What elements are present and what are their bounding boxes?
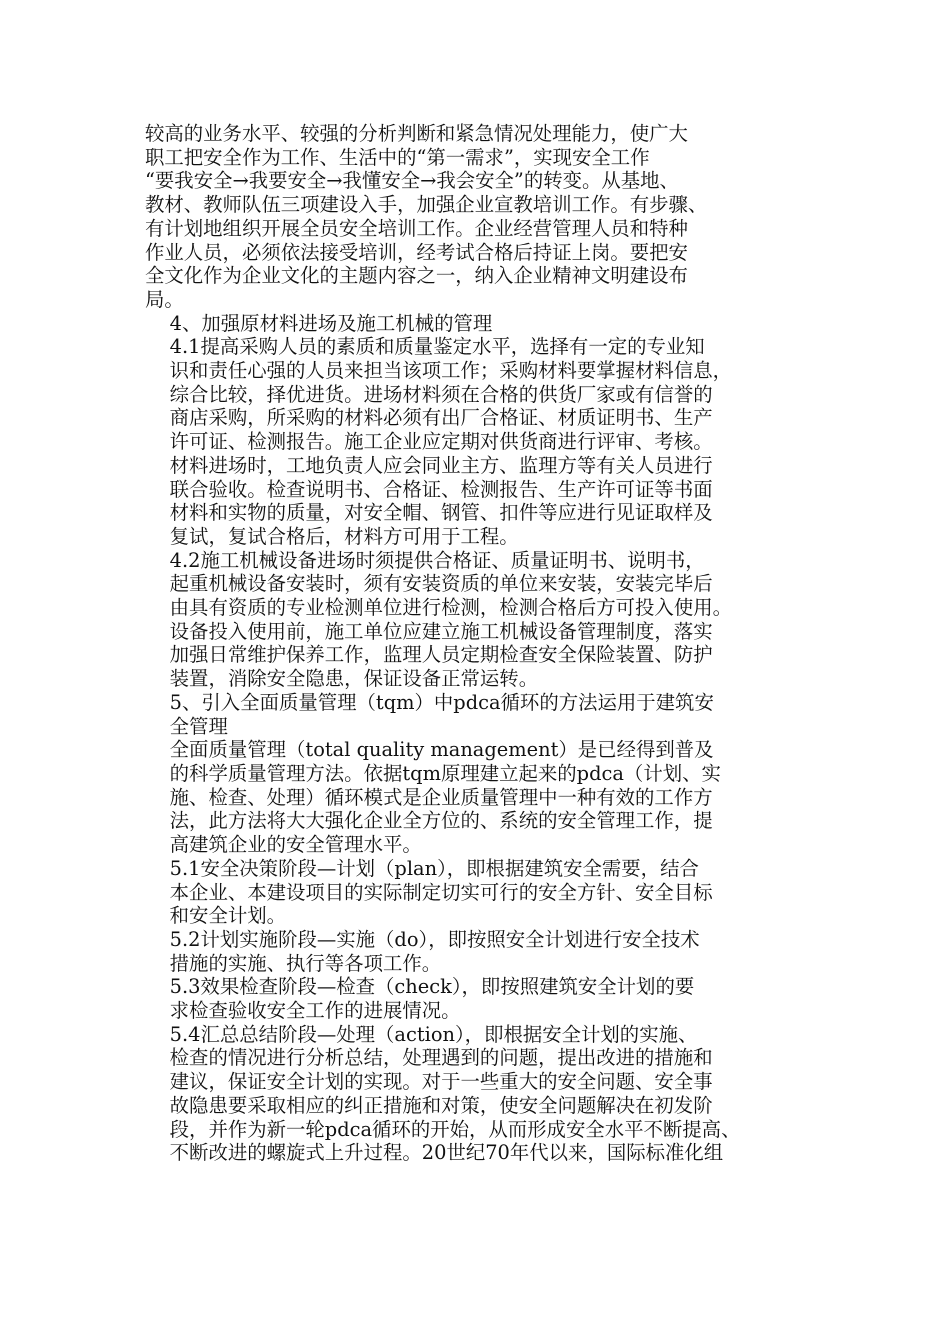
paragraph (145, 691, 795, 738)
text-line: 求检查验收安全工作的进展情况。 (169, 999, 461, 1023)
text-line: 加强日常维护保养工作，监理人员定期检查安全保险装置、防护 (169, 643, 713, 667)
text-line: 全面质量管理（total quality management）是已经得到普及 (169, 738, 714, 762)
text-line: 联合验收。检查说明书、合格证、检测报告、生产许可证等书面 (169, 477, 713, 501)
text-line: 识和责任心强的人员来担当该项工作；采购材料要掌握材料信息， (169, 359, 732, 383)
text-line: 全文化作为企业文化的主题内容之一，纳入企业精神文明建设布 (145, 264, 688, 288)
text-line: 职工把安全作为工作、生活中的“第一需求”，实现安全工作 (145, 145, 650, 169)
text-line: 和安全计划。 (169, 904, 287, 928)
text-line: 局。 (145, 287, 184, 311)
text-line: 4.1提高采购人员的素质和质量鉴定水平，选择有一定的专业知 (169, 335, 705, 359)
text-line: 许可证、检测报告。施工企业应定期对供货商进行评审、考核。 (169, 430, 713, 454)
text-line: 4、加强原材料进场及施工机械的管理 (169, 311, 493, 335)
text-line: 4.2施工机械设备进场时须提供合格证、质量证明书、说明书， (169, 548, 705, 572)
paragraph (145, 857, 795, 928)
text-line: 本企业、本建设项目的实际制定切实可行的安全方针、安全目标 (169, 880, 713, 904)
text-line: 5、引入全面质量管理（tqm）中pdca循环的方法运用于建筑安 (169, 690, 714, 714)
text-line: 措施的实施、执行等各项工作。 (169, 951, 442, 975)
text-line: 有计划地组织开展全员安全培训工作。企业经营管理人员和特种 (145, 216, 688, 240)
text-line: 5.4汇总总结阶段—处理（action），即根据安全计划的实施、 (169, 1022, 698, 1046)
text-line: 教材、教师队伍三项建设入手，加强企业宣教培训工作。有步骤、 (145, 193, 708, 217)
paragraph (145, 1023, 795, 1165)
text-line: 装置，消除安全隐患，保证设备正常运转。 (169, 667, 539, 691)
paragraph (145, 928, 795, 975)
text-line: 5.3效果检查阶段—检查（check），即按照建筑安全计划的要 (169, 975, 695, 999)
text-line: 材料和实物的质量，对安全帽、钢管、扣件等应进行见证取样及 (169, 501, 713, 525)
text-line: 综合比较，择优进货。进场材料须在合格的供货厂家或有信誉的 (169, 382, 713, 406)
text-line: 的科学质量管理方法。依据tqm原理建立起来的pdca（计划、实 (169, 761, 721, 785)
paragraph (145, 738, 795, 857)
paragraph (145, 975, 795, 1022)
text-line: 高建筑企业的安全管理水平。 (169, 833, 422, 857)
paragraph (145, 312, 795, 336)
text-line: 5.1安全决策阶段—计划（plan），即根据建筑安全需要，结合 (169, 856, 699, 880)
text-line: 故隐患要采取相应的纠正措施和对策，使安全问题解决在初发阶 (169, 1093, 713, 1117)
text-line: 作业人员，必须依法接受培训，经考试合格后持证上岗。要把安 (145, 240, 688, 264)
text-line: 段，并作为新一轮pdca循环的开始，从而形成安全水平不断提高、 (169, 1117, 741, 1141)
document-body (145, 122, 795, 1165)
text-line: 不断改进的螺旋式上升过程。20世纪70年代以来，国际标准化组 (169, 1141, 724, 1165)
text-line: 法，此方法将大大强化企业全方位的、系统的安全管理工作，提 (169, 809, 713, 833)
text-line: 建议，保证安全计划的实现。对于一些重大的安全问题、安全事 (169, 1070, 713, 1094)
text-line: “要我安全→我要安全→我懂安全→我会安全”的转变。从基地、 (145, 169, 679, 193)
text-line: 复试，复试合格后，材料方可用于工程。 (169, 524, 519, 548)
text-line: 施、检查、处理）循环模式是企业质量管理中一种有效的工作方 (169, 785, 713, 809)
text-line: 起重机械设备安装时，须有安装资质的单位来安装，安装完毕后 (169, 572, 713, 596)
text-line: 检查的情况进行分析总结，处理遇到的问题，提出改进的措施和 (169, 1046, 713, 1070)
text-line: 商店采购，所采购的材料必须有出厂合格证、材质证明书、生产 (169, 406, 713, 430)
text-line: 设备投入使用前，施工单位应建立施工机械设备管理制度，落实 (169, 619, 713, 643)
text-line: 材料进场时，工地负责人应会同业主方、监理方等有关人员进行 (169, 453, 713, 477)
paragraph (145, 122, 795, 312)
paragraph (145, 549, 795, 691)
text-line: 5.2计划实施阶段—实施（do），即按照安全计划进行安全技术 (169, 927, 700, 951)
text-line: 全管理 (169, 714, 228, 738)
text-line: 较高的业务水平、较强的分析判断和紧急情况处理能力，使广大 (145, 122, 688, 145)
paragraph (145, 335, 795, 548)
text-line: 由具有资质的专业检测单位进行检测，检测合格后方可投入使用。 (169, 596, 732, 620)
